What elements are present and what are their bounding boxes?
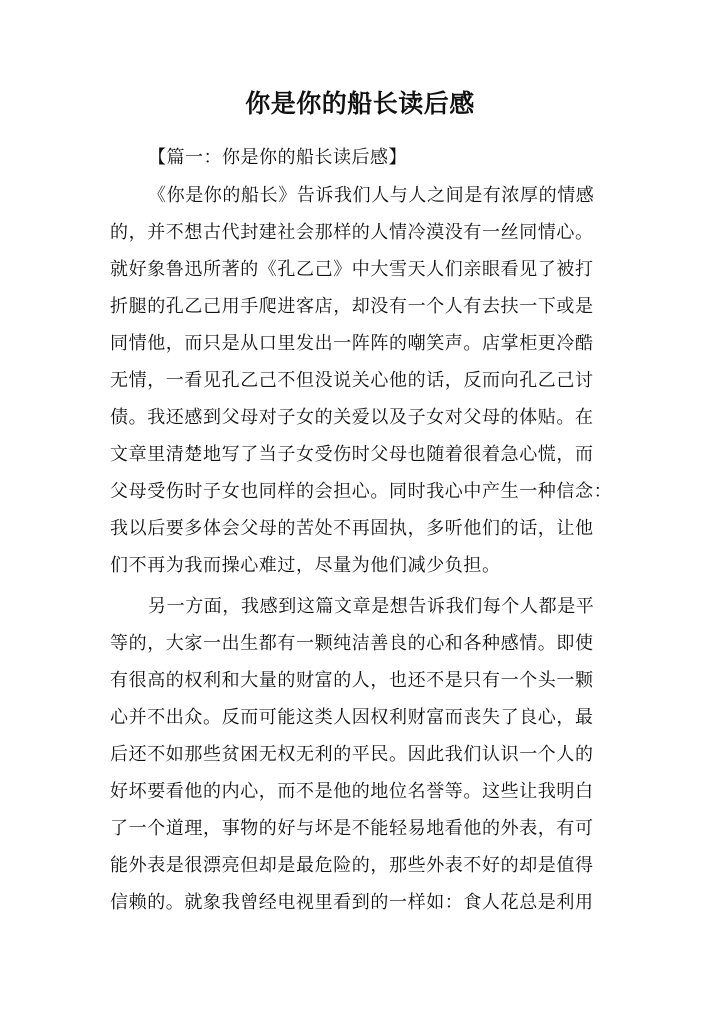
paragraph-line: 的，并不想古代封建社会那样的人情冷漠没有一丝同情心。	[110, 222, 594, 243]
paragraph-line: 同情他，而只是从口里发出一阵阵的嘲笑声。店掌柜更冷酷	[110, 333, 594, 354]
document-title: 你是你的船长读后感	[245, 89, 475, 118]
paragraph-line: 《你是你的船长》告诉我们人与人之间是有浓厚的情感	[148, 185, 595, 206]
paragraph-line: 就好象鲁迅所著的《孔乙己》中大雪天人们亲眼看见了被打	[110, 259, 594, 280]
paragraph-line: 我以后要多体会父母的苦处不再固执，多听他们的话，让他	[110, 518, 594, 539]
paragraph-line: 能外表是很漂亮但却是最危险的，那些外表不好的却是值得	[110, 855, 594, 876]
paragraph-line: 文章里清楚地写了当子女受伤时父母也随着很着急心慌，而	[110, 444, 594, 465]
paragraph-line: 了一个道理，事物的好与坏是不能轻易地看他的外表，有可	[110, 818, 594, 839]
paragraph-line: 有很高的权利和大量的财富的人，也还不是只有一个头一颗	[110, 670, 594, 691]
section-heading: 【篇一：你是你的船长读后感】	[148, 147, 407, 168]
paragraph-line: 等的，大家一出生都有一颗纯洁善良的心和各种感情。即使	[110, 633, 594, 654]
paragraph-line: 父母受伤时子女也同样的会担心。同时我心中产生一种信念：	[110, 481, 613, 502]
paragraph-line: 们不再为我而操心难过，尽量为他们减少负担。	[110, 555, 501, 576]
paragraph-line: 后还不如那些贫困无权无利的平民。因此我们认识一个人的	[110, 744, 594, 765]
paragraph-line: 心并不出众。反而可能这类人因权利财富而丧失了良心，最	[110, 707, 594, 728]
paragraph-line: 信赖的。就象我曾经电视里看到的一样如：食人花总是利用	[110, 892, 594, 913]
paragraph-line: 债。我还感到父母对子女的关爱以及子女对父母的体贴。在	[110, 407, 594, 428]
paragraph-line: 无情，一看见孔乙己不但没说关心他的话，反而向孔乙己讨	[110, 370, 594, 391]
paragraph-line: 另一方面，我感到这篇文章是想告诉我们每个人都是平	[148, 596, 595, 617]
paragraph-line: 好坏要看他的内心，而不是他的地位名誉等。这些让我明白	[110, 781, 594, 802]
paragraph-line: 折腿的孔乙己用手爬进客店，却没有一个人有去扶一下或是	[110, 296, 594, 317]
